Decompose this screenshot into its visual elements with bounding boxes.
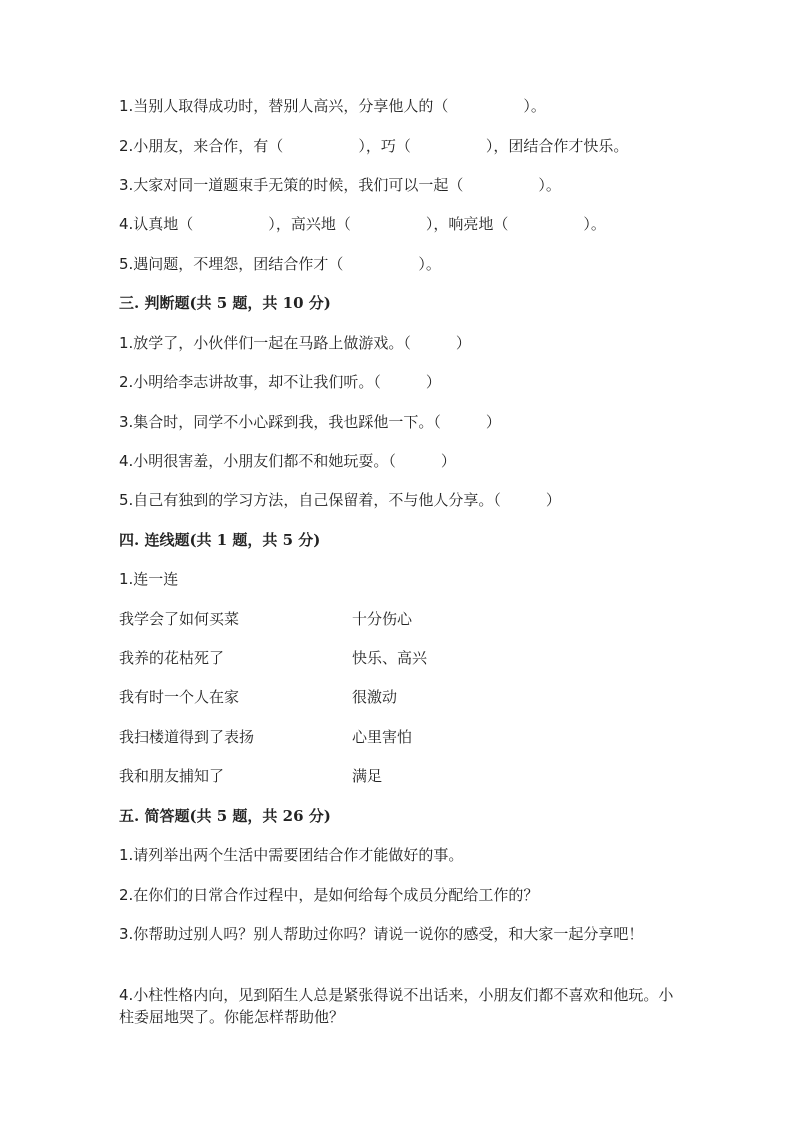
matching-question: 1.连一连 — [119, 570, 179, 588]
matching-right-3: 很激动 — [352, 688, 398, 706]
matching-right-2: 快乐、高兴 — [352, 649, 428, 667]
fill-in-item-2: 2.小朋友，来合作，有（ ），巧（ ），团结合作才快乐。 — [119, 137, 629, 155]
matching-left-3: 我有时一个人在家 — [119, 688, 240, 706]
matching-right-5: 满足 — [352, 767, 383, 785]
matching-left-1: 我学会了如何买菜 — [119, 610, 240, 628]
section-title-judgment: 三. 判断题(共 5 题，共 10 分) — [119, 294, 331, 312]
fill-in-item-3: 3.大家对同一道题束手无策的时候，我们可以一起（ ）。 — [119, 176, 561, 194]
short-answer-item-1: 1.请列举出两个生活中需要团结合作才能做好的事。 — [119, 846, 464, 864]
matching-left-4: 我扫楼道得到了表扬 — [119, 728, 255, 746]
short-answer-item-3: 3.你帮助过别人吗？别人帮助过你吗？请说一说你的感受，和大家一起分享吧！ — [119, 925, 644, 943]
section-title-short-answer: 五. 简答题(共 5 题，共 26 分) — [119, 807, 331, 825]
short-answer-item-2: 2.在你们的日常合作过程中，是如何给每个成员分配给工作的？ — [119, 886, 539, 904]
matching-left-2: 我养的花枯死了 — [119, 649, 225, 667]
matching-right-1: 十分伤心 — [352, 610, 413, 628]
judgment-item-1: 1.放学了，小伙伴们一起在马路上做游戏。（ ） — [119, 334, 471, 352]
matching-right-4: 心里害怕 — [352, 728, 413, 746]
short-answer-item-4: 4.小柱性格内向，见到陌生人总是紧张得说不出话来，小朋友们都不喜欢和他玩。小柱委屈地哭了。你能怎样帮助他？ — [119, 986, 674, 1026]
section-title-matching: 四. 连线题(共 1 题，共 5 分) — [119, 531, 321, 549]
judgment-item-2: 2.小明给李志讲故事，却不让我们听。（ ） — [119, 373, 441, 391]
fill-in-item-4: 4.认真地（ ），高兴地（ ），响亮地（ ）。 — [119, 215, 606, 233]
judgment-item-4: 4.小明很害羞，小朋友们都不和她玩耍。（ ） — [119, 452, 456, 470]
fill-in-item-5: 5.遇问题，不埋怨，团结合作才（ ）。 — [119, 255, 441, 273]
fill-in-item-1: 1.当别人取得成功时，替别人高兴，分享他人的（ ）。 — [119, 97, 546, 115]
matching-left-5: 我和朋友捕知了 — [119, 767, 225, 785]
judgment-item-3: 3.集合时，同学不小心踩到我，我也踩他一下。（ ） — [119, 413, 501, 431]
judgment-item-5: 5.自己有独到的学习方法，自己保留着，不与他人分享。（ ） — [119, 491, 561, 509]
